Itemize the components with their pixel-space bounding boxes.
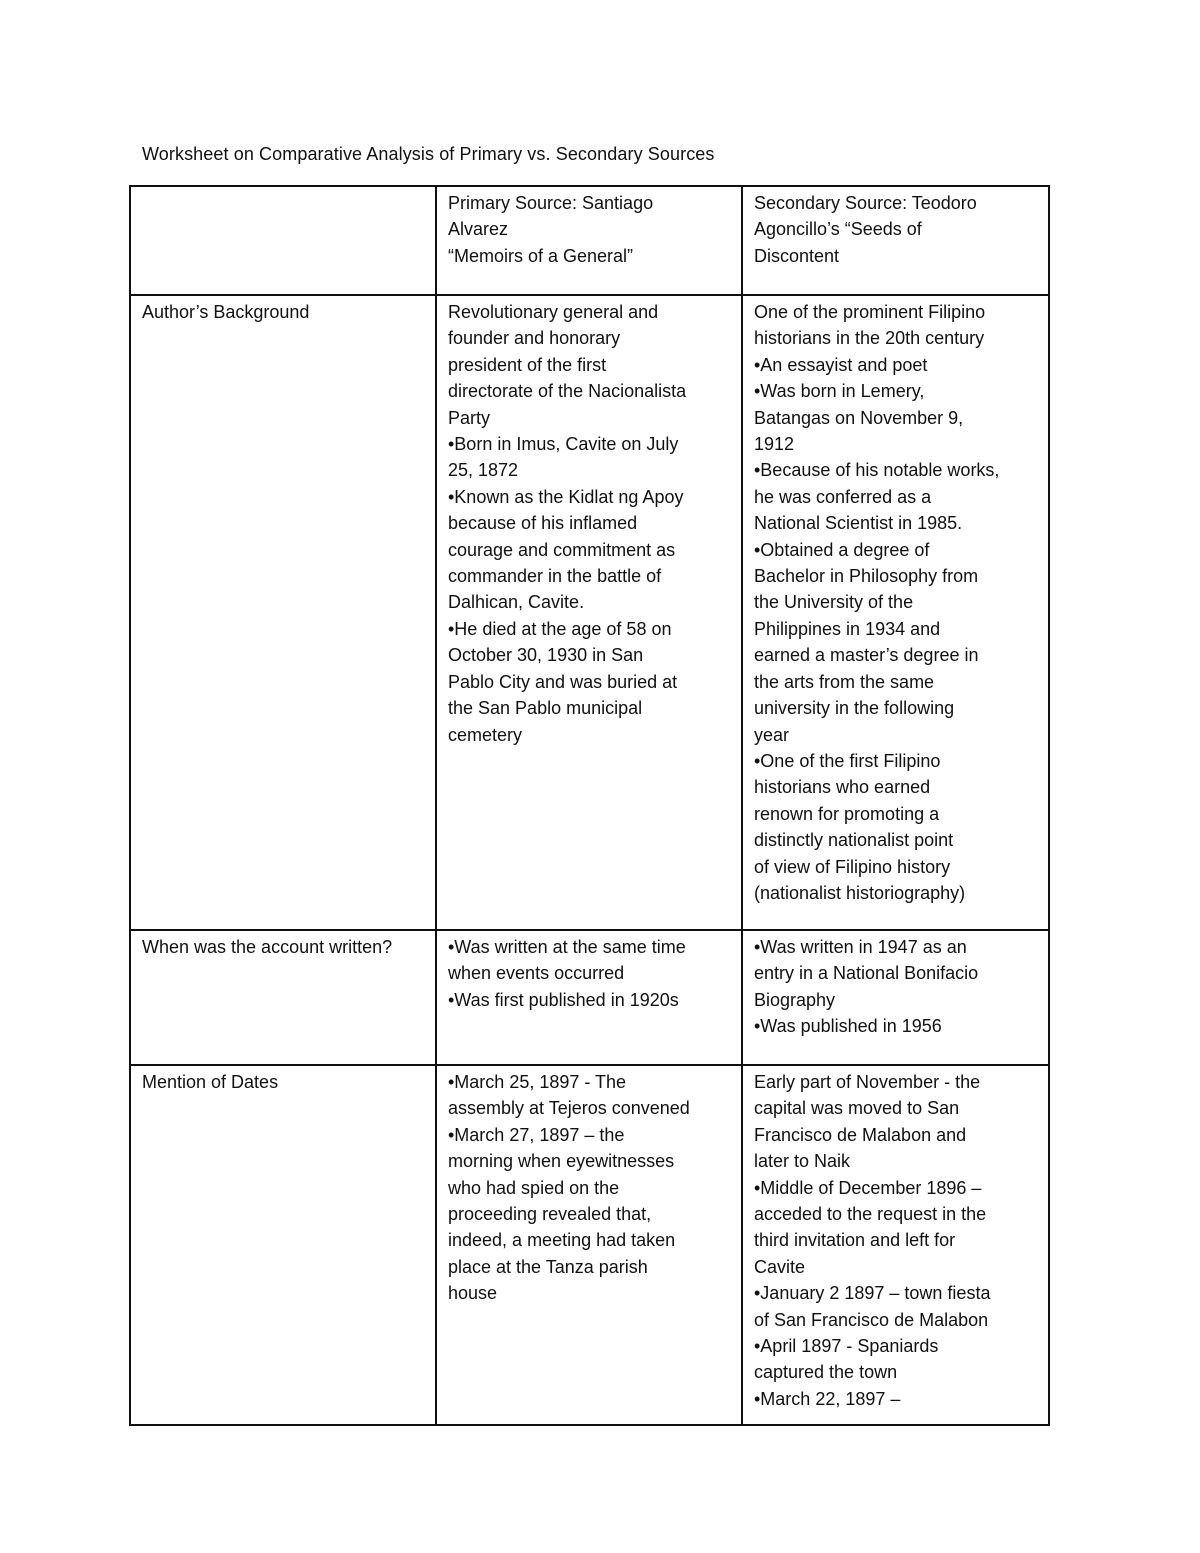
secondary-line: entry in a National Bonifacio — [754, 963, 979, 984]
secondary-line: •One of the first Filipino — [754, 750, 941, 771]
secondary-line: Batangas on November 9, — [754, 407, 964, 428]
primary-cell — [436, 295, 742, 930]
secondary-line: •An essayist and poet — [754, 354, 928, 375]
secondary-line: the arts from the same — [754, 671, 935, 692]
row-label: Mention of Dates — [142, 1072, 279, 1092]
row-label-cell — [130, 930, 436, 1065]
primary-line: proceeding revealed that, — [448, 1204, 652, 1225]
secondary-line: •Because of his notable works, — [754, 460, 1000, 481]
secondary-line: capital was moved to San — [754, 1098, 960, 1119]
secondary-line: •Was born in Lemery, — [754, 381, 925, 402]
secondary-line: Philippines in 1934 and — [754, 618, 941, 639]
secondary-line: •April 1897 - Spaniards — [754, 1336, 939, 1357]
row-label: Author’s Background — [142, 302, 310, 322]
secondary-line: Biography — [754, 989, 836, 1010]
secondary-line: •Middle of December 1896 – — [754, 1177, 982, 1198]
secondary-line: historians who earned — [754, 777, 931, 798]
secondary-line: historians in the 20th century — [754, 328, 985, 349]
secondary-line: of view of Filipino history — [754, 856, 951, 877]
primary-line: directorate of the Nacionalista — [448, 381, 687, 402]
primary-line: president of the first — [448, 354, 607, 375]
header-secondary-line: Agoncillo’s “Seeds of — [754, 219, 922, 240]
secondary-line: third invitation and left for — [754, 1230, 956, 1251]
header-primary-line: Primary Source: Santiago — [448, 193, 654, 213]
secondary-line: •January 2 1897 – town fiesta — [754, 1283, 991, 1304]
secondary-line: Cavite — [754, 1256, 806, 1277]
primary-line: •March 27, 1897 – the — [448, 1124, 625, 1145]
comparison-table — [129, 185, 1050, 1426]
secondary-cell — [742, 930, 1049, 1065]
primary-line: because of his inflamed — [448, 513, 638, 534]
table-row-author-background — [130, 295, 1049, 930]
secondary-cell — [742, 295, 1049, 930]
primary-line: Party — [448, 407, 491, 428]
secondary-cell — [742, 1065, 1049, 1425]
secondary-line: (nationalist historiography) — [754, 882, 966, 903]
secondary-line: acceded to the request in the — [754, 1204, 987, 1225]
primary-line: house — [448, 1283, 498, 1304]
primary-line: October 30, 1930 in San — [448, 645, 644, 666]
secondary-line: later to Naik — [754, 1151, 851, 1172]
primary-line: •Known as the Kidlat ng Apoy — [448, 486, 684, 507]
primary-line: courage and commitment as — [448, 539, 676, 560]
primary-line: indeed, a meeting had taken — [448, 1230, 676, 1251]
primary-cell — [436, 1065, 742, 1425]
primary-line: when events occurred — [448, 963, 625, 984]
primary-line: •Was written at the same time — [448, 937, 686, 957]
header-label-cell — [130, 186, 436, 295]
row-label: When was the account written? — [142, 937, 393, 957]
secondary-line: •Was written in 1947 as an — [754, 937, 967, 957]
header-primary-line: “Memoirs of a General” — [448, 245, 634, 266]
header-secondary-cell — [742, 186, 1049, 295]
secondary-line: •Obtained a degree of — [754, 539, 930, 560]
row-label-cell — [130, 295, 436, 930]
secondary-line: the University of the — [754, 592, 914, 613]
primary-line: the San Pablo municipal — [448, 698, 643, 719]
secondary-line: •March 22, 1897 – — [754, 1388, 901, 1409]
primary-line: Pablo City and was buried at — [448, 671, 678, 692]
secondary-line: renown for promoting a — [754, 803, 940, 824]
secondary-line: Early part of November - the — [754, 1072, 981, 1092]
secondary-line: Francisco de Malabon and — [754, 1124, 967, 1145]
primary-line: cemetery — [448, 724, 523, 745]
secondary-line: year — [754, 724, 790, 745]
primary-line: morning when eyewitnesses — [448, 1151, 675, 1172]
secondary-line: distinctly nationalist point — [754, 830, 954, 851]
primary-line: commander in the battle of — [448, 566, 662, 587]
primary-line: •Born in Imus, Cavite on July — [448, 434, 679, 455]
table-row-mention-of-dates — [130, 1065, 1049, 1425]
secondary-line: National Scientist in 1985. — [754, 513, 963, 534]
secondary-line: captured the town — [754, 1362, 898, 1383]
header-primary-line: Alvarez — [448, 219, 509, 240]
primary-line: •He died at the age of 58 on — [448, 618, 672, 639]
secondary-line: he was conferred as a — [754, 486, 932, 507]
row-label-cell — [130, 1065, 436, 1425]
primary-line: founder and honorary — [448, 328, 621, 349]
table-row-when-written — [130, 930, 1049, 1065]
secondary-line: of San Francisco de Malabon — [754, 1309, 989, 1330]
secondary-line: Bachelor in Philosophy from — [754, 566, 979, 587]
primary-line: place at the Tanza parish — [448, 1256, 648, 1277]
secondary-line: university in the following — [754, 698, 955, 719]
table-header-row — [130, 186, 1049, 295]
primary-line: who had spied on the — [448, 1177, 620, 1198]
primary-line: •March 25, 1897 - The — [448, 1072, 627, 1092]
primary-line: Dalhican, Cavite. — [448, 592, 585, 613]
secondary-line: 1912 — [754, 434, 795, 455]
primary-line: •Was first published in 1920s — [448, 989, 679, 1010]
secondary-line: One of the prominent Filipino — [754, 302, 986, 322]
header-secondary-line: Discontent — [754, 245, 840, 266]
primary-cell — [436, 930, 742, 1065]
secondary-line: earned a master’s degree in — [754, 645, 979, 666]
secondary-line: •Was published in 1956 — [754, 1016, 942, 1037]
header-primary-cell — [436, 186, 742, 295]
worksheet-title: Worksheet on Comparative Analysis of Primary vs. Secondary Sources — [142, 144, 715, 164]
primary-line: assembly at Tejeros convened — [448, 1098, 690, 1119]
primary-line: 25, 1872 — [448, 460, 519, 481]
primary-line: Revolutionary general and — [448, 302, 659, 322]
header-secondary-line: Secondary Source: Teodoro — [754, 193, 977, 213]
